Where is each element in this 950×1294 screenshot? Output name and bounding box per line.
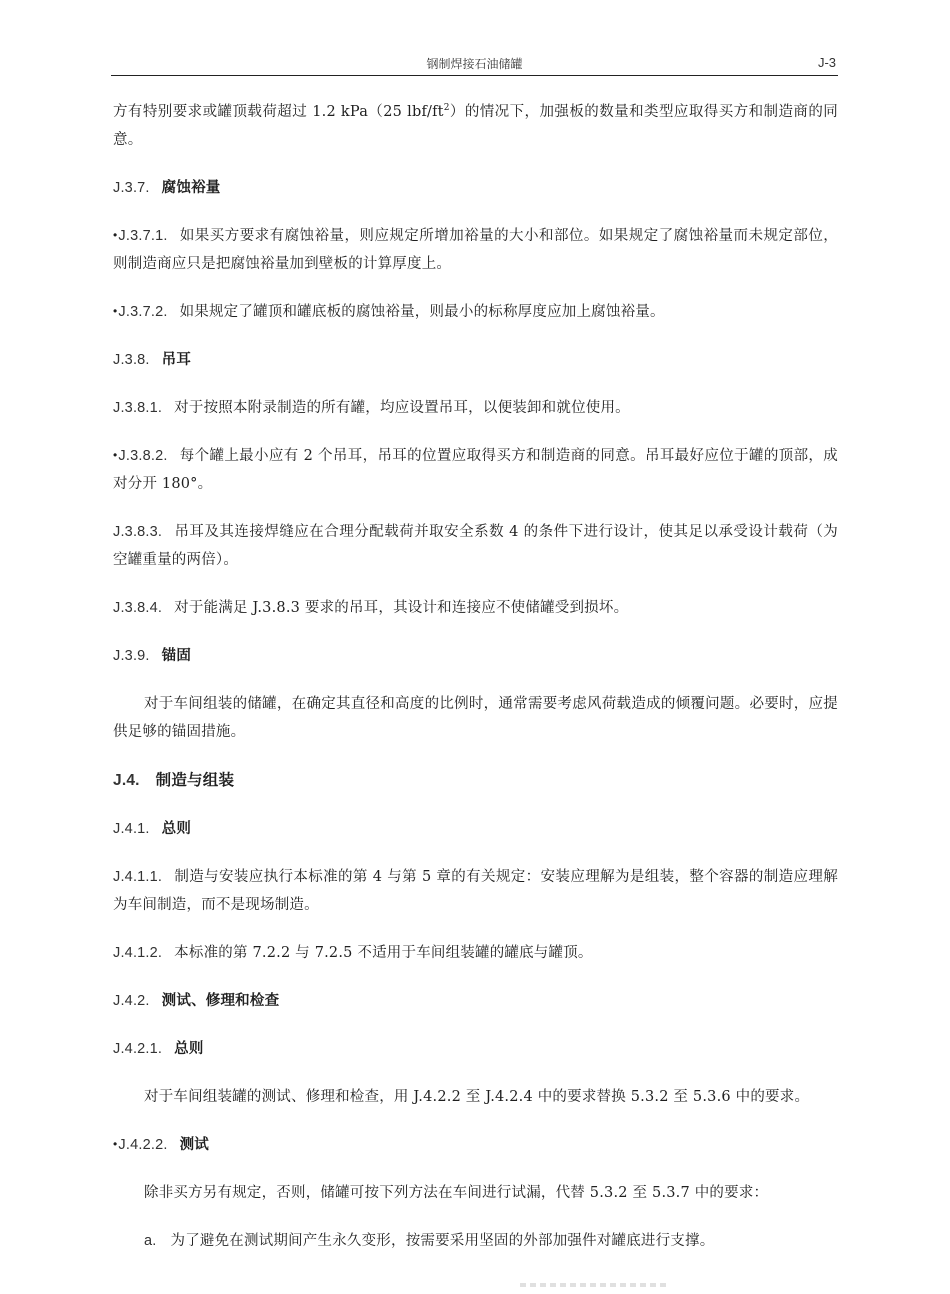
paragraph-continuation [113, 94, 838, 154]
clause-number: J.3.8.4. [113, 599, 163, 616]
section-number: J.3.7. [113, 179, 150, 196]
clause-number: J.3.7.2. [118, 303, 168, 320]
clause-text: 本标准的第 7.2.2 与 7.2.5 不适用于车间组装罐的罐底与罐顶。 [174, 944, 593, 961]
anchorage-paragraph: 对于车间组装的储罐，在确定其直径和高度的比例时，通常需要考虑风荷载造成的倾覆问题。必要时，应提供足够的锚固措施。 [113, 695, 838, 740]
section-number: J.4.2. [113, 992, 150, 1009]
section-heading-j-4-1 [113, 815, 838, 843]
clause-text: 对于能满足 J.3.8.3 要求的吊耳，其设计和连接应不使储罐受到损坏。 [174, 599, 629, 616]
section-heading-j-4-2-2 [113, 1131, 838, 1159]
list-item-a [113, 1227, 838, 1255]
clause-number: J.4.1.2. [113, 944, 163, 961]
change-bullet-icon: • [113, 227, 118, 242]
superscript: 2 [443, 103, 450, 113]
section-heading-j-4-2 [113, 987, 838, 1015]
section-number: J.4.2.2. [118, 1136, 168, 1153]
clause-j-3-7-1 [113, 222, 838, 278]
section-title: 总则 [174, 1040, 204, 1057]
clause-text: 对于按照本附录制造的所有罐，均应设置吊耳，以便装卸和就位使用。 [174, 399, 630, 416]
list-item-text: 为了避免在测试期间产生永久变形，按需要采用坚固的外部加强件对罐底进行支撑。 [170, 1232, 715, 1249]
section-heading-j-4-2-1 [113, 1035, 838, 1063]
section-title: 锚固 [161, 647, 192, 664]
footer-watermark [520, 1283, 670, 1287]
section-number: J.4.1. [113, 820, 150, 837]
section-number: J.3.8. [113, 351, 150, 368]
clause-number: J.3.7.1. [118, 227, 168, 244]
section-title: 吊耳 [161, 351, 192, 368]
clause-j-3-8-4 [113, 594, 838, 622]
page-header [111, 53, 838, 76]
clause-j-3-7-2 [113, 298, 838, 326]
clause-j-3-8-3 [113, 518, 838, 574]
clause-j-4-1-2 [113, 939, 838, 967]
clause-text: 制造与安装应执行本标准的第 4 与第 5 章的有关规定：安装应理解为是组装，整个容器的制造应理解为车间制造，而不是现场制造。 [113, 868, 838, 913]
clause-number: J.3.8.2. [118, 447, 168, 464]
change-bullet-icon: • [113, 1136, 118, 1151]
list-marker: a. [144, 1232, 157, 1249]
paragraph-text: 方有特别要求或罐顶载荷超过 1.2 kPa（25 lbf/ft [113, 103, 444, 120]
section-number: J.3.9. [113, 647, 150, 664]
section-title: 制造与组装 [155, 770, 235, 789]
section-heading-j-3-7 [113, 174, 838, 202]
page-number: J-3 [817, 55, 836, 70]
change-bullet-icon: • [113, 303, 118, 318]
change-bullet-icon: • [113, 447, 118, 462]
clause-j-4-1-1 [113, 863, 838, 919]
document-title: 钢制焊接石油储罐 [426, 57, 523, 71]
clause-j-3-8-2 [113, 442, 838, 498]
clause-j-3-8-1 [113, 394, 838, 422]
section-heading-j-4 [113, 766, 838, 795]
section-heading-j-3-9 [113, 642, 838, 670]
testing-general-paragraph: 对于车间组装罐的测试、修理和检查，用 J.4.2.2 至 J.4.2.4 中的要求替换 5.3.2 至 5.3.6 中的要求。 [144, 1088, 810, 1105]
section-number: J.4.2.1. [113, 1040, 163, 1057]
clause-number: J.3.8.1. [113, 399, 163, 416]
section-heading-j-3-8 [113, 346, 838, 374]
section-title: 总则 [161, 820, 192, 837]
clause-text: 如果买方要求有腐蚀裕量，则应规定所增加裕量的大小和部位。如果规定了腐蚀裕量而未规定部位，则制造商应只是把腐蚀裕量加到壁板的计算厚度上。 [113, 227, 838, 272]
document-body [113, 94, 838, 1275]
section-number: J.4. [113, 771, 140, 789]
clause-number: J.4.1.1. [113, 868, 163, 885]
clause-text: 每个罐上最小应有 2 个吊耳，吊耳的位置应取得买方和制造商的同意。吊耳最好应位于罐的顶部，成对分开 180°。 [113, 447, 838, 492]
section-title: 测试 [179, 1136, 209, 1153]
section-title: 腐蚀裕量 [161, 179, 221, 196]
section-title: 测试、修理和检查 [161, 992, 280, 1009]
paragraph-text: ）的情况下，加强板的数量和类型应取得买方和制造商的同意。 [113, 103, 838, 148]
clause-number: J.3.8.3. [113, 523, 163, 540]
testing-paragraph: 除非买方另有规定，否则，储罐可按下列方法在车间进行试漏，代替 5.3.2 至 5.3.7 中的要求： [144, 1184, 769, 1201]
clause-text: 如果规定了罐顶和罐底板的腐蚀裕量，则最小的标称厚度应加上腐蚀裕量。 [179, 303, 665, 320]
clause-text: 吊耳及其连接焊缝应在合理分配载荷并取安全系数 4 的条件下进行设计，使其足以承受设计载荷（为空罐重量的两倍）。 [113, 523, 838, 568]
